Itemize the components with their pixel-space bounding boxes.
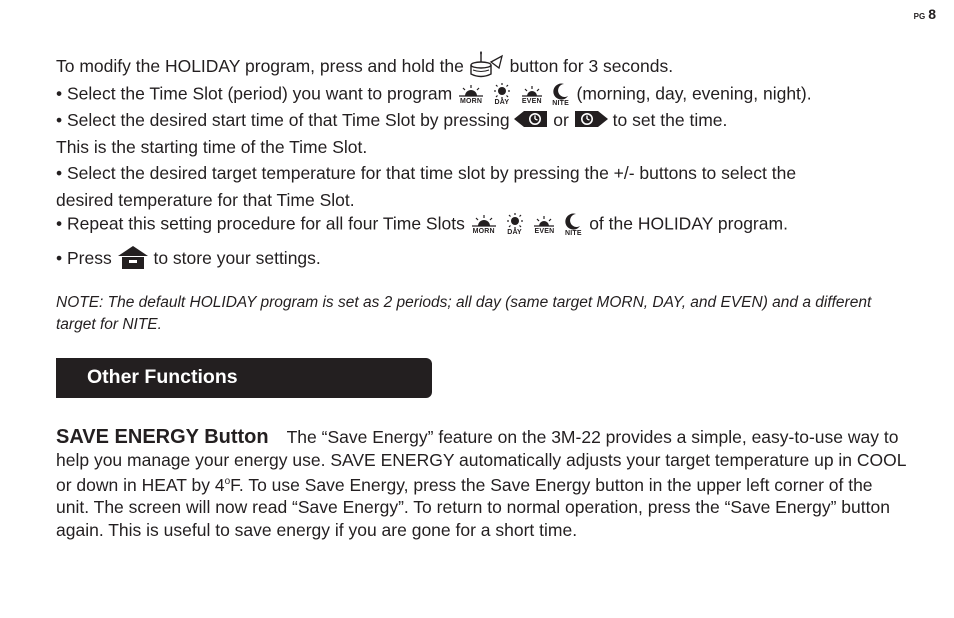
morn-slot-2	[472, 214, 496, 236]
line1-before: To modify the HOLIDAY program, press and hold the	[56, 56, 469, 77]
sunrise-icon	[459, 84, 483, 98]
day-slot	[492, 83, 512, 107]
moon-icon	[564, 212, 582, 230]
degree-superscript: o	[224, 476, 231, 487]
section-header-other-functions	[56, 358, 432, 398]
section-title: Other Functions	[87, 366, 238, 388]
nite-label: NITE	[552, 100, 570, 107]
home-icon	[117, 244, 149, 275]
time-back-icon	[514, 110, 548, 133]
moon-icon	[552, 82, 570, 100]
holiday-cake-icon	[469, 50, 505, 85]
morn-label: MORN	[459, 98, 483, 105]
nite-slot	[552, 82, 570, 108]
even-label: EVEN	[534, 228, 555, 235]
sunset-icon	[533, 214, 555, 228]
time-slot-instruction	[56, 82, 812, 108]
even-slot	[521, 84, 543, 106]
even-slot-2	[533, 214, 555, 236]
line8-before: • Press	[56, 248, 117, 269]
morn-slot	[459, 84, 483, 106]
line1-after: button for 3 seconds.	[509, 56, 674, 77]
store-instruction	[56, 244, 321, 275]
line3-middle: or	[553, 110, 574, 130]
line2-before: • Select the Time Slot (period) you want to program	[56, 83, 458, 104]
page-number-value: 8	[928, 6, 936, 22]
page-label: PG	[913, 12, 926, 21]
sunrise-icon	[472, 214, 496, 228]
day-label: DAY	[507, 229, 522, 236]
target-temp-instruction: • Select the desired target temperature for that time slot by pressing the +/- buttons to select the	[56, 163, 797, 183]
day-slot-2	[505, 213, 525, 237]
sun-icon	[505, 213, 525, 229]
page-number	[914, 6, 936, 24]
nite-label: NITE	[564, 230, 582, 237]
save-energy-text-end: F. To use Save Energy, press the Save Energy button in the upper left corner of the unit. The screen will now read “Save Energy”. To return to normal operation, press the “Save Energy” button again. This is useful to save energy if you are gone for a short time.	[56, 474, 890, 540]
holiday-note: NOTE: The default HOLIDAY program is set as 2 periods; all day (same target MORN, DAY, and EVEN) and a different target for NITE.	[56, 294, 872, 333]
start-time-note: This is the starting time of the Time Slot.	[56, 137, 368, 157]
holiday-instruction	[56, 50, 673, 85]
repeat-instruction	[56, 212, 788, 238]
sun-icon	[492, 83, 512, 99]
save-energy-text: The “Save Energy” feature on the 3M-22 provides a simple, easy-to-use way to help you manage your energy use. SAVE ENERGY automatically adjusts your target temperature up in COOL or down in HEAT by 4	[56, 427, 906, 495]
line3-after: to set the time.	[612, 110, 728, 130]
save-energy-heading: SAVE ENERGY Button	[56, 426, 269, 448]
time-forward-icon	[574, 110, 608, 133]
line7-before: • Repeat this setting procedure for all four Time Slots	[56, 213, 470, 234]
target-temp-continued: desired temperature for that Time Slot.	[56, 190, 355, 210]
day-label: DAY	[494, 99, 510, 106]
nite-slot-2	[564, 212, 582, 238]
line7-after: of the HOLIDAY program.	[589, 213, 788, 234]
line3-before: • Select the desired start time of that Time Slot by pressing	[56, 110, 515, 130]
line2-after: (morning, day, evening, night).	[576, 83, 812, 104]
even-label: EVEN	[521, 98, 542, 105]
line8-after: to store your settings.	[153, 248, 321, 269]
morn-label: MORN	[472, 228, 495, 235]
save-energy-paragraph	[56, 426, 906, 541]
sunset-icon	[521, 84, 543, 98]
start-time-instruction	[56, 109, 727, 133]
